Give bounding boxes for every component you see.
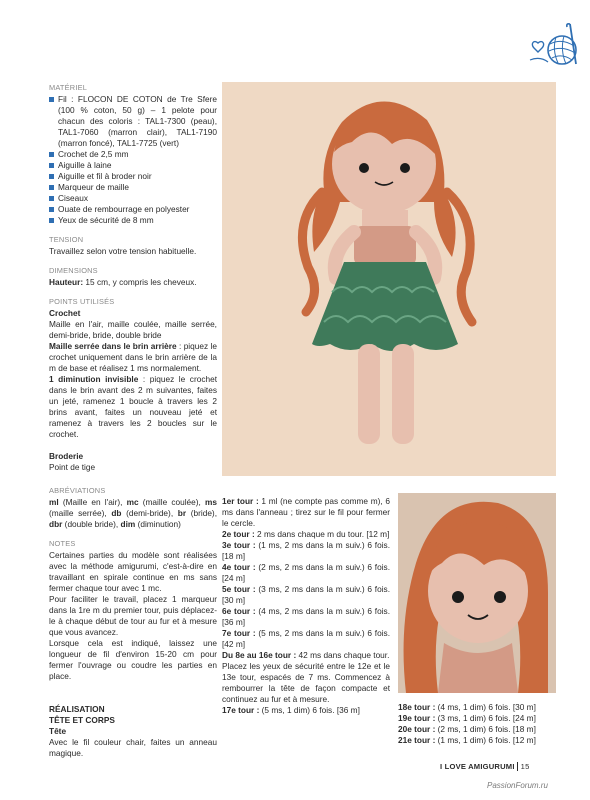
yarn-ball-logo-icon	[526, 20, 582, 72]
notes-paragraph: Pour faciliter le travail, placez 1 marqueur dans la 1re m du premier tour, puis déplacez-le à chaque début de tour au fur et à mesure que vous avancez.	[49, 594, 217, 637]
round-row: 20e tour : (2 ms, 1 dim) 6 fois. [18 m]	[398, 724, 536, 734]
round-row: Du 8e au 16e tour : 42 ms dans chaque tour.	[222, 650, 390, 660]
msba-text: Maille serrée dans le brin arrière : piquez le crochet uniquement dans le brin arrière de la m de base et réalisez 1 ms normalement.	[49, 341, 217, 373]
round-row: 1er tour : 1 ml (ne compte pas comme m), 6 ms dans l'anneau ; tirez sur le fil pour fermer le cercle.	[222, 496, 390, 528]
doll-full-photo	[222, 82, 556, 476]
left-column	[49, 82, 217, 759]
materiel-item: Yeux de sécurité de 8 mm	[49, 215, 217, 226]
round-row: 7e tour : (5 ms, 2 ms dans la m suiv.) 6 fois. [42 m]	[222, 628, 390, 649]
magazine-name: I LOVE AMIGURUMI	[440, 762, 515, 771]
abbr-text: ml (Maille en l'air), mc (maille coulée), ms (maille serrée), db (demi-bride), br (bride), dbr (double bride), dim (diminution)	[49, 497, 217, 529]
round-row: 18e tour : (4 ms, 1 dim) 6 fois. [30 m]	[398, 702, 536, 712]
page-footer	[440, 762, 530, 771]
round-row: 21e tour : (1 ms, 1 dim) 6 fois. [12 m]	[398, 735, 536, 745]
broderie-text: Point de tige	[49, 462, 96, 472]
crochet-text: Maille en l'air, maille coulée, maille serrée, demi-bride, bride, double bride	[49, 319, 217, 340]
middle-column	[222, 496, 390, 716]
tete-corps-heading: TÊTE ET CORPS	[49, 715, 115, 725]
broderie-subheading: Broderie	[49, 451, 84, 461]
notes-paragraph: Certaines parties du modèle sont réalisées avec la méthode amigurumi, c'est-à-dire en travaillant en spirale continue en ms sans fermer chaque tour avec 1 mc.	[49, 550, 217, 593]
notes-heading: NOTES	[49, 539, 76, 548]
dimensions-text: Hauteur: 15 cm, y compris les cheveux.	[49, 277, 197, 287]
materiel-item: Aiguille et fil à broder noir	[49, 171, 217, 182]
points-heading: POINTS UTILISÉS	[49, 297, 115, 306]
materiel-item: Ciseaux	[49, 193, 217, 204]
materiel-item: Marqueur de maille	[49, 182, 217, 193]
tete-text: Avec le fil couleur chair, faites un anneau magique.	[49, 737, 217, 758]
dimensions-heading: DIMENSIONS	[49, 266, 98, 275]
materiel-item: Fil : FLOCON DE COTON de Tre Sfere (100 % coton, 50 g) – 1 pelote pour chacun des coloris : TAL1-7300 (peau), TAL1-7060 (marron clair), TAL1-7190 (marron foncé), TAL1-7725 (vert)	[49, 94, 217, 149]
round-row: 4e tour : (2 ms, 2 ms dans la m suiv.) 6 fois. [24 m]	[222, 562, 390, 583]
round-row: 17e tour : (5 ms, 1 dim) 6 fois. [36 m]	[222, 705, 360, 715]
materiel-item: Crochet de 2,5 mm	[49, 149, 217, 160]
round-row: 5e tour : (3 ms, 2 ms dans la m suiv.) 6 fois. [30 m]	[222, 584, 390, 605]
tete-heading: Tête	[49, 726, 67, 736]
abbr-heading: ABRÉVIATIONS	[49, 486, 106, 495]
realisation-heading: RÉALISATION	[49, 704, 105, 714]
materiel-item: Ouate de rembourrage en polyester	[49, 204, 217, 215]
crochet-subheading: Crochet	[49, 308, 81, 318]
right-column	[398, 702, 556, 746]
round-row: Placez les yeux de sécurité entre le 12e et le 13e tour, espacés de 7 ms. Commencez à rembourrer la tête de façon compacte et continuez au fur et à mesure.	[222, 661, 390, 704]
page-number: 15	[517, 762, 530, 771]
materiel-heading: MATÉRIEL	[49, 83, 88, 92]
doll-face-photo	[398, 493, 556, 693]
dimi-text: 1 diminution invisible : piquez le crochet dans le brin avant des 2 m suivantes, faites un jeté, ramenez 1 boucle à travers les 2 brins avant, faites un nouveau jeté et ramenez à travers les 2 boucles sur le crochet.	[49, 374, 218, 439]
round-row: 3e tour : (1 ms, 2 ms dans la m suiv.) 6 fois. [18 m]	[222, 540, 390, 561]
watermark-text: PassionForum.ru	[487, 781, 548, 790]
round-row: 19e tour : (3 ms, 1 dim) 6 fois. [24 m]	[398, 713, 536, 723]
notes-paragraph: Lorsque cela est indiqué, laissez une longueur de fil d'environ 15-20 cm pour fermer l'ouvrage ou coudre les parties en place.	[49, 638, 217, 681]
round-row: 2e tour : 2 ms dans chaque m du tour. [12 m]	[222, 529, 390, 539]
round-row: 6e tour : (4 ms, 2 ms dans la m suiv.) 6 fois. [36 m]	[222, 606, 390, 627]
materiel-item: Aiguille à laine	[49, 160, 217, 171]
tension-text: Travaillez selon votre tension habituelle.	[49, 246, 197, 256]
tension-heading: TENSION	[49, 235, 84, 244]
